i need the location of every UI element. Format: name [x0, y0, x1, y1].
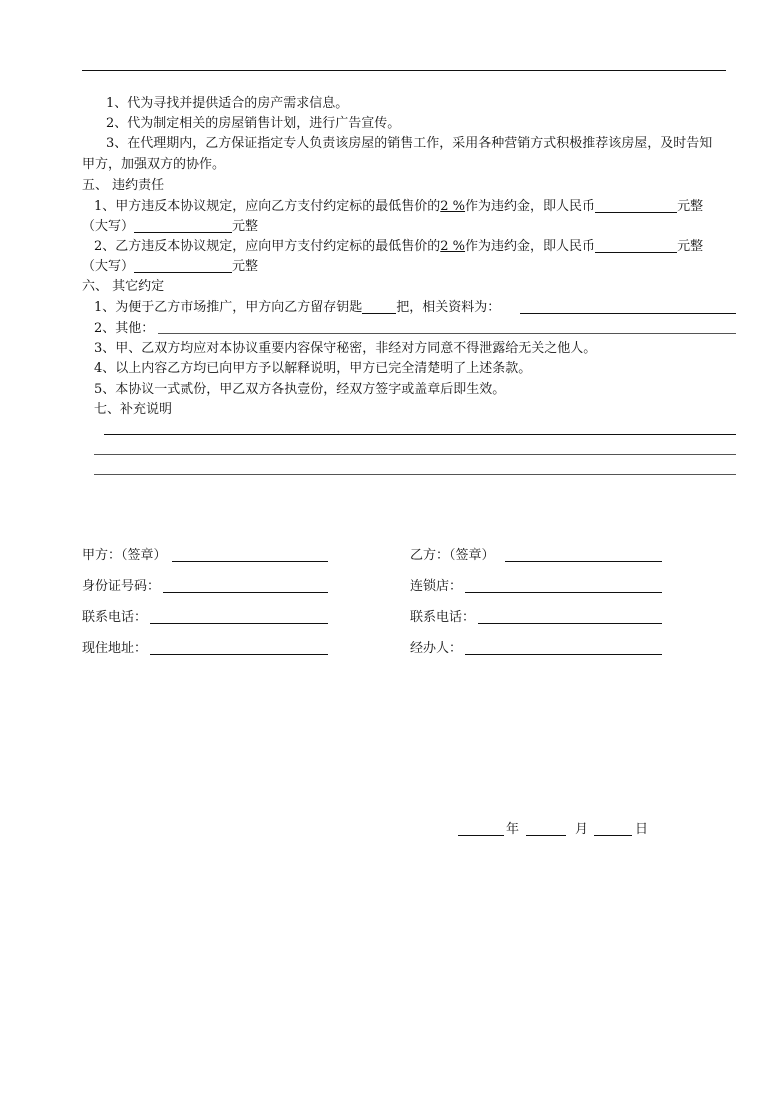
- penalty-percent: 2 %: [440, 239, 466, 254]
- section-5-clause-2: [94, 237, 703, 257]
- phone-b-blank[interactable]: [478, 623, 662, 624]
- address-blank[interactable]: [150, 654, 328, 655]
- service-item-2: 2、代为制定相关的房屋销售计划，进行广告宣传。: [106, 116, 401, 131]
- section-6-clause-4: 4、以上内容乙方均已向甲方予以解释说明，甲方已完全清楚明了上述条款。: [94, 361, 532, 376]
- section-6-clause-1: [94, 298, 500, 318]
- agent-blank[interactable]: [465, 654, 662, 655]
- month-blank[interactable]: [526, 835, 566, 836]
- month-label: 月: [575, 822, 589, 837]
- supplement-line-2[interactable]: [94, 454, 736, 455]
- id-number-label: 身份证号码：: [82, 579, 161, 594]
- day-blank[interactable]: [594, 835, 632, 836]
- id-number-blank[interactable]: [163, 592, 328, 593]
- section-6-clause-5: 5、本协议一式贰份，甲乙双方各执壹份，经双方签字或盖章后即生效。: [94, 382, 506, 397]
- chain-store-label: 连锁店：: [410, 579, 463, 594]
- supplement-line-3[interactable]: [94, 474, 736, 475]
- amount-blank[interactable]: [595, 238, 677, 253]
- capital-amount-blank[interactable]: [134, 258, 232, 273]
- clause-text: 1、为便于乙方市场推广，甲方向乙方留存钥匙: [94, 300, 363, 315]
- agent-label: 经办人：: [410, 641, 463, 656]
- section-5-heading: 五、 违约责任: [82, 178, 165, 193]
- phone-a-label: 联系电话：: [82, 610, 148, 625]
- party-b-label: 乙方：（签章）: [410, 548, 495, 563]
- capital-end: 元整: [232, 219, 259, 234]
- party-a-label: 甲方：（签章）: [82, 548, 167, 563]
- service-item-3-line2: 甲方，加强双方的协作。: [82, 157, 226, 172]
- chain-store-blank[interactable]: [465, 592, 662, 593]
- capital-label: （大写）: [82, 259, 135, 274]
- section-6-clause-3: 3、甲、乙双方均应对本协议重要内容保守秘密，非经对方同意不得泄露给无关之他人。: [94, 341, 597, 356]
- clause-text: 2、乙方违反本协议规定，应向甲方支付约定标的最低售价的: [94, 239, 441, 254]
- key-count-blank[interactable]: [362, 299, 396, 314]
- clause-text: 1、甲方违反本协议规定，应向乙方支付约定标的最低售价的: [94, 199, 441, 214]
- top-rule: [82, 70, 726, 71]
- clause-text: 把，相关资料为：: [396, 300, 501, 315]
- clause-end: 元整: [677, 239, 704, 254]
- section-6-clause-2: 2、其他：: [94, 321, 155, 336]
- section-5-clause-2-capital: [82, 257, 258, 277]
- penalty-percent: 2 %: [440, 199, 466, 214]
- amount-blank[interactable]: [595, 198, 677, 213]
- address-label: 现住地址：: [82, 641, 148, 656]
- section-5-clause-1: [94, 197, 703, 217]
- capital-amount-blank[interactable]: [134, 218, 232, 233]
- other-blank[interactable]: [158, 333, 736, 334]
- phone-a-blank[interactable]: [150, 623, 328, 624]
- year-label: 年: [506, 822, 520, 837]
- section-7-heading: 七、补充说明: [94, 402, 173, 417]
- day-label: 日: [635, 822, 649, 837]
- clause-text: 作为违约金，即人民币: [465, 199, 596, 214]
- party-a-signature-blank[interactable]: [172, 561, 328, 562]
- clause-text: 作为违约金，即人民币: [465, 239, 596, 254]
- phone-b-label: 联系电话：: [410, 610, 476, 625]
- section-5-clause-1-capital: [82, 217, 258, 237]
- materials-blank[interactable]: [520, 313, 736, 314]
- capital-end: 元整: [232, 259, 259, 274]
- supplement-line-1[interactable]: [104, 434, 736, 435]
- service-item-1: 1、代为寻找并提供适合的房产需求信息。: [106, 96, 349, 111]
- section-6-heading: 六、 其它约定: [82, 279, 165, 294]
- party-b-signature-blank[interactable]: [505, 561, 662, 562]
- year-blank[interactable]: [458, 835, 504, 836]
- service-item-3-line1: 3、在代理期内，乙方保证指定专人负责该房屋的销售工作，采用各种营销方式积极推荐该房屋，及时告知: [106, 136, 713, 151]
- clause-end: 元整: [677, 199, 704, 214]
- capital-label: （大写）: [82, 219, 135, 234]
